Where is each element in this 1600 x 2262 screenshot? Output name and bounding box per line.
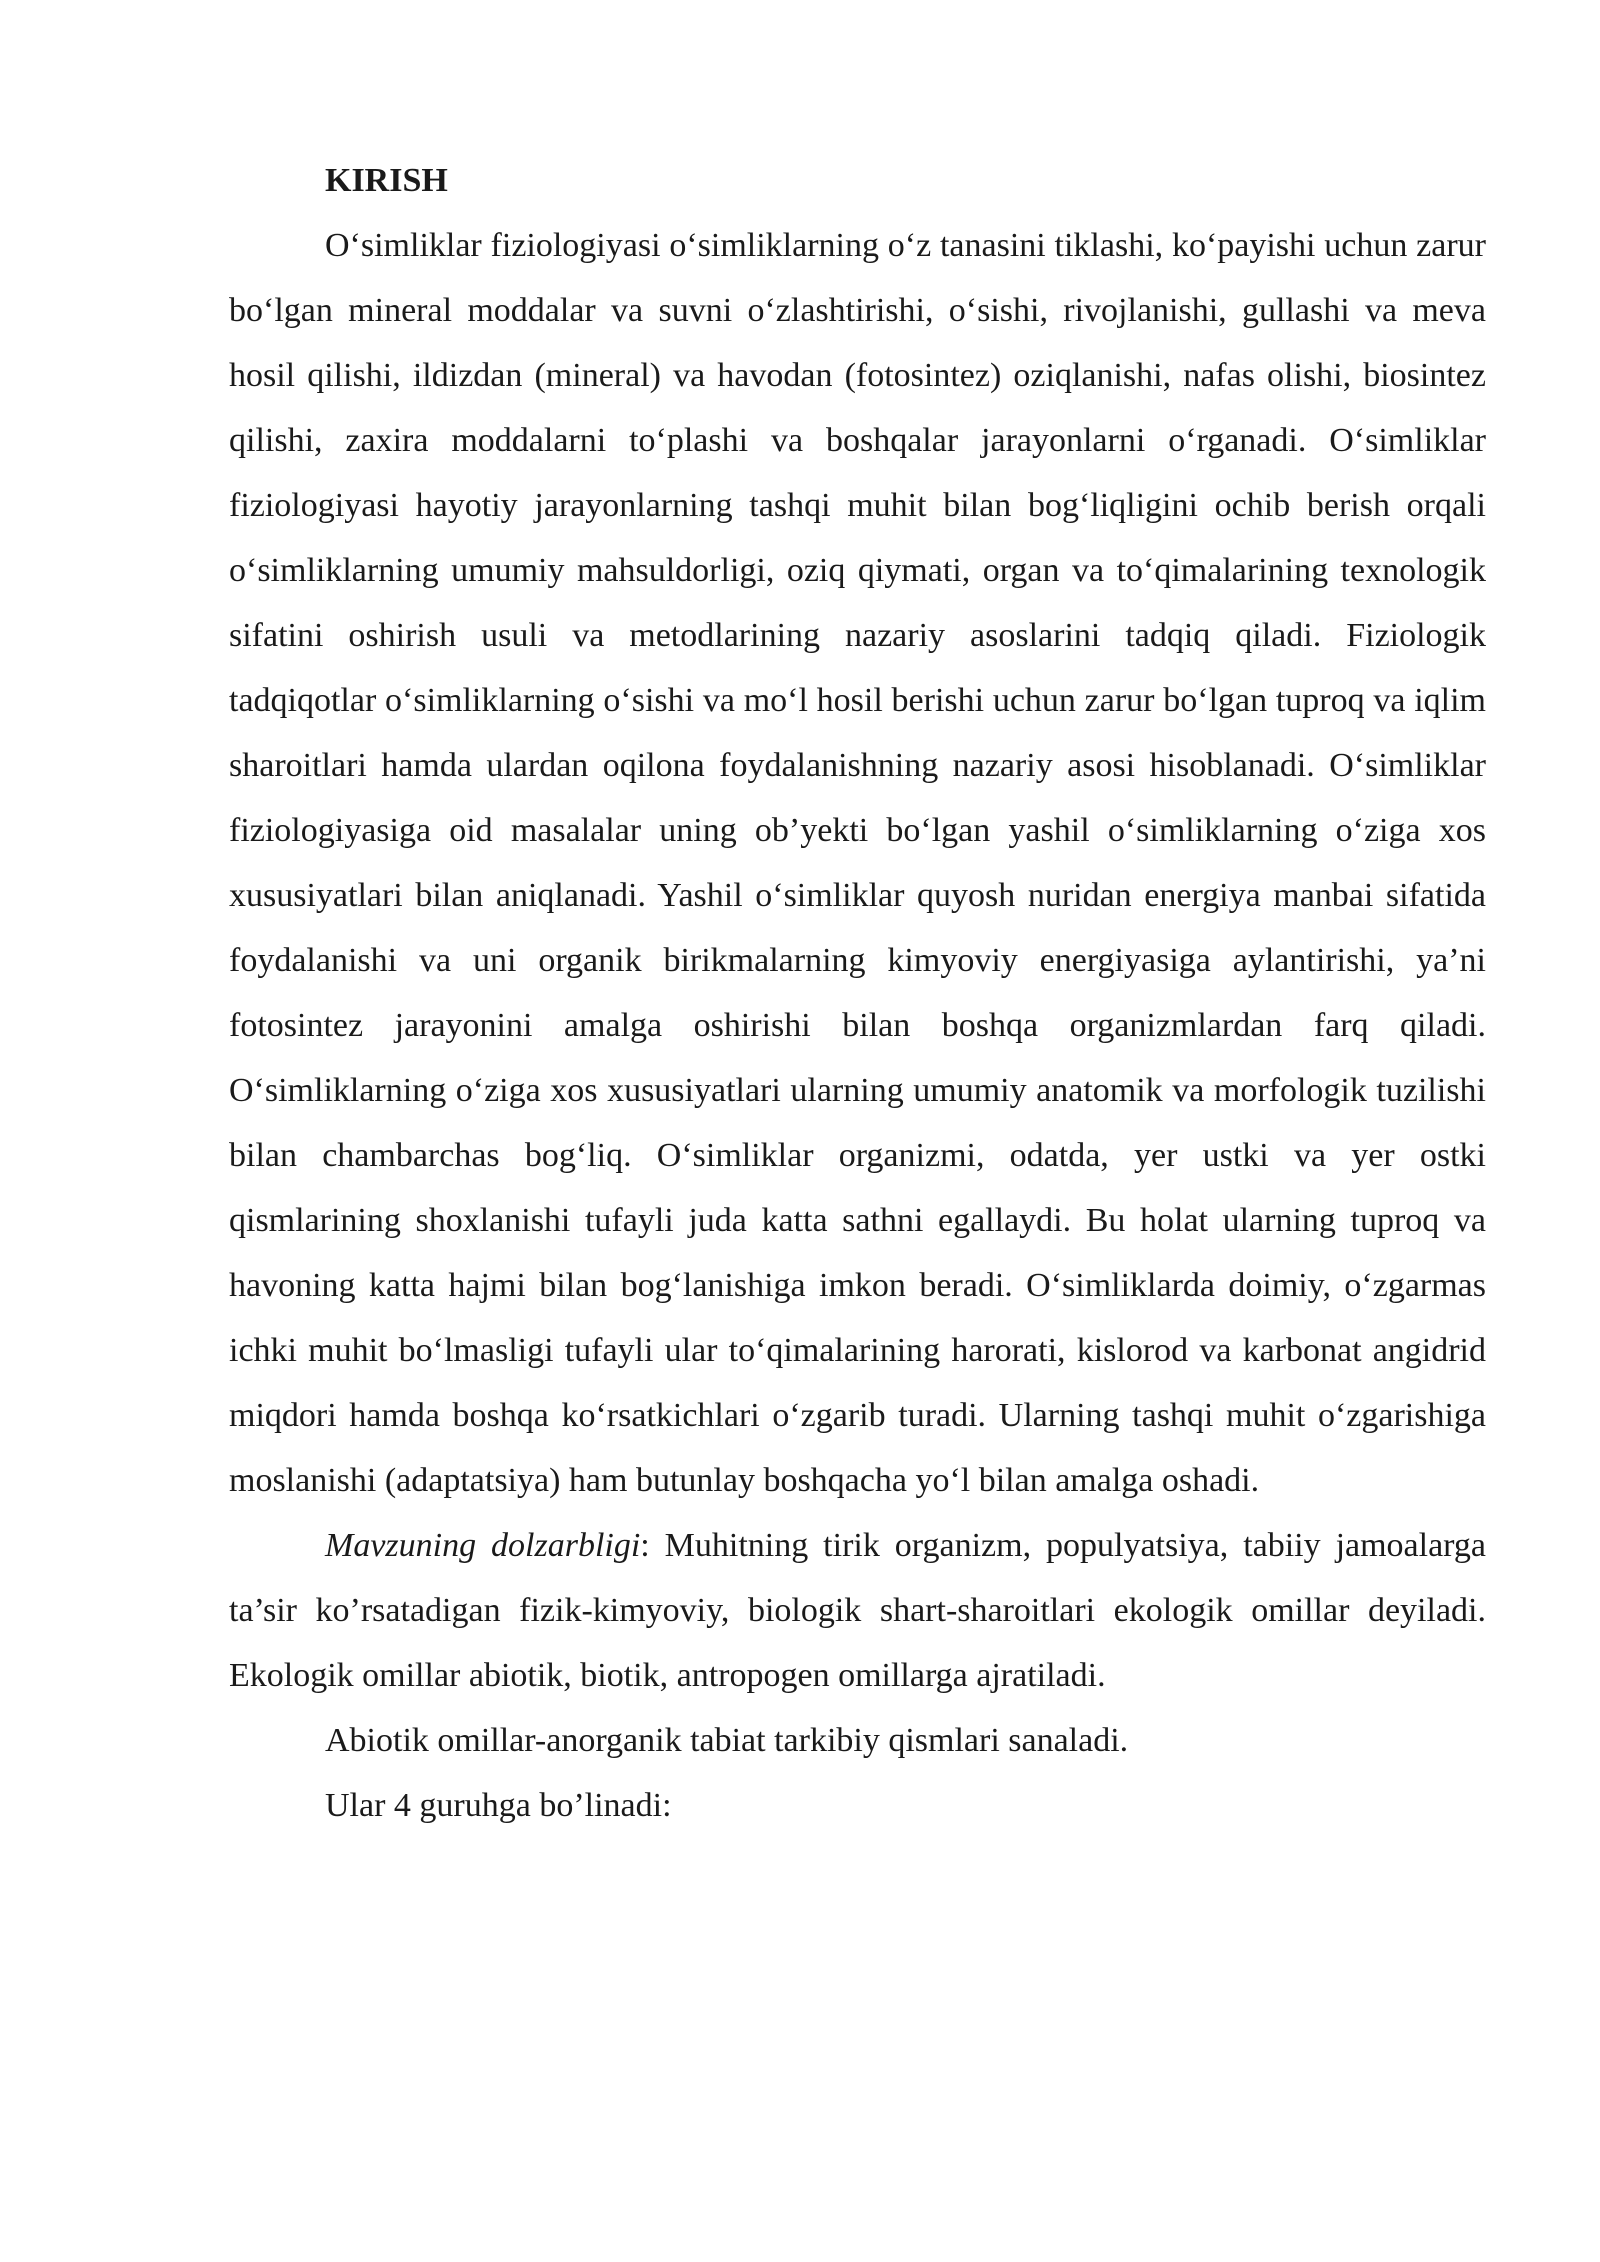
section-heading: KIRISH [325, 162, 448, 199]
relevance-text: : Muhitning tirik organizm, populyatsiya, tabiiy jamoalarga ta’sir ko’rsatadigan fizik-kimyoviy, biologik shart-sharoitlari ekologik omillar deyiladi. Ekologik omillar abiotik, biotik, antropogen omillarga ajratiladi. [229, 1527, 1486, 1694]
document-body [229, 148, 1486, 1838]
relevance-paragraph [229, 1513, 1486, 1708]
intro-paragraph: O‘simliklar fiziologiyasi o‘simliklarning o‘z tanasini tiklashi, ko‘payishi uchun zarur bo‘lgan mineral moddalar va suvni o‘zlashtirishi, o‘sishi, rivojlanishi, gullashi va meva hosil qilishi, ildizdan (mineral) va havodan (fotosintez) oziqlanishi, nafas olishi, biosintez qilishi, zaxira moddalarni to‘plashi va boshqalar jarayonlarni o‘rganadi. O‘simliklar fiziologiyasi hayotiy jarayonlarning tashqi muhit bilan bog‘liqligini ochib berish orqali o‘simliklarning umumiy mahsuldorligi, oziq qiymati, organ va to‘qimalarining texnologik sifatini oshirish usuli va metodlarining nazariy asoslarini tadqiq qiladi. Fiziologik tadqiqotlar o‘simliklarning o‘sishi va mo‘l hosil berishi uchun zarur bo‘lgan tuproq va iqlim sharoitlari hamda ulardan oqilona foydalanishning nazariy asosi hisoblanadi. O‘simliklar fiziologiyasiga oid masalalar uning ob’yekti bo‘lgan yashil o‘simliklarning o‘ziga xos xususiyatlari bilan aniqlanadi. Yashil o‘simliklar quyosh nuridan energiya manbai sifatida foydalanishi va uni organik birikmalarning kimyoviy energiyasiga aylantirishi, ya’ni fotosintez jarayonini amalga oshirishi bilan boshqa organizmlardan farq qiladi. O‘simliklarning o‘ziga xos xususiyatlari ularning umumiy anatomik va morfologik tuzilishi bilan chambarchas bog‘liq. O‘simliklar organizmi, odatda, yer ustki va yer ostki qismlarining shoxlanishi tufayli juda katta sathni egallaydi. Bu holat ularning tuproq va havoning katta hajmi bilan bog‘lanishiga imkon beradi. O‘simliklarda doimiy, o‘zgarmas ichki muhit bo‘lmasligi tufayli ular to‘qimalarining harorati, kislorod va karbonat angidrid miqdori hamda boshqa ko‘rsatkichlari o‘zgarib turadi. Ularning tashqi muhit o‘zgarishiga moslanishi (adaptatsiya) ham butunlay boshqacha yo‘l bilan amalga oshadi. [229, 227, 1486, 1499]
groups-paragraph: Ular 4 guruhga bo’linadi: [325, 1787, 672, 1824]
abiotic-paragraph: Abiotik omillar-anorganik tabiat tarkibiy qismlari sanaladi. [325, 1722, 1129, 1759]
relevance-label: Mavzuning dolzarbligi [325, 1527, 641, 1564]
